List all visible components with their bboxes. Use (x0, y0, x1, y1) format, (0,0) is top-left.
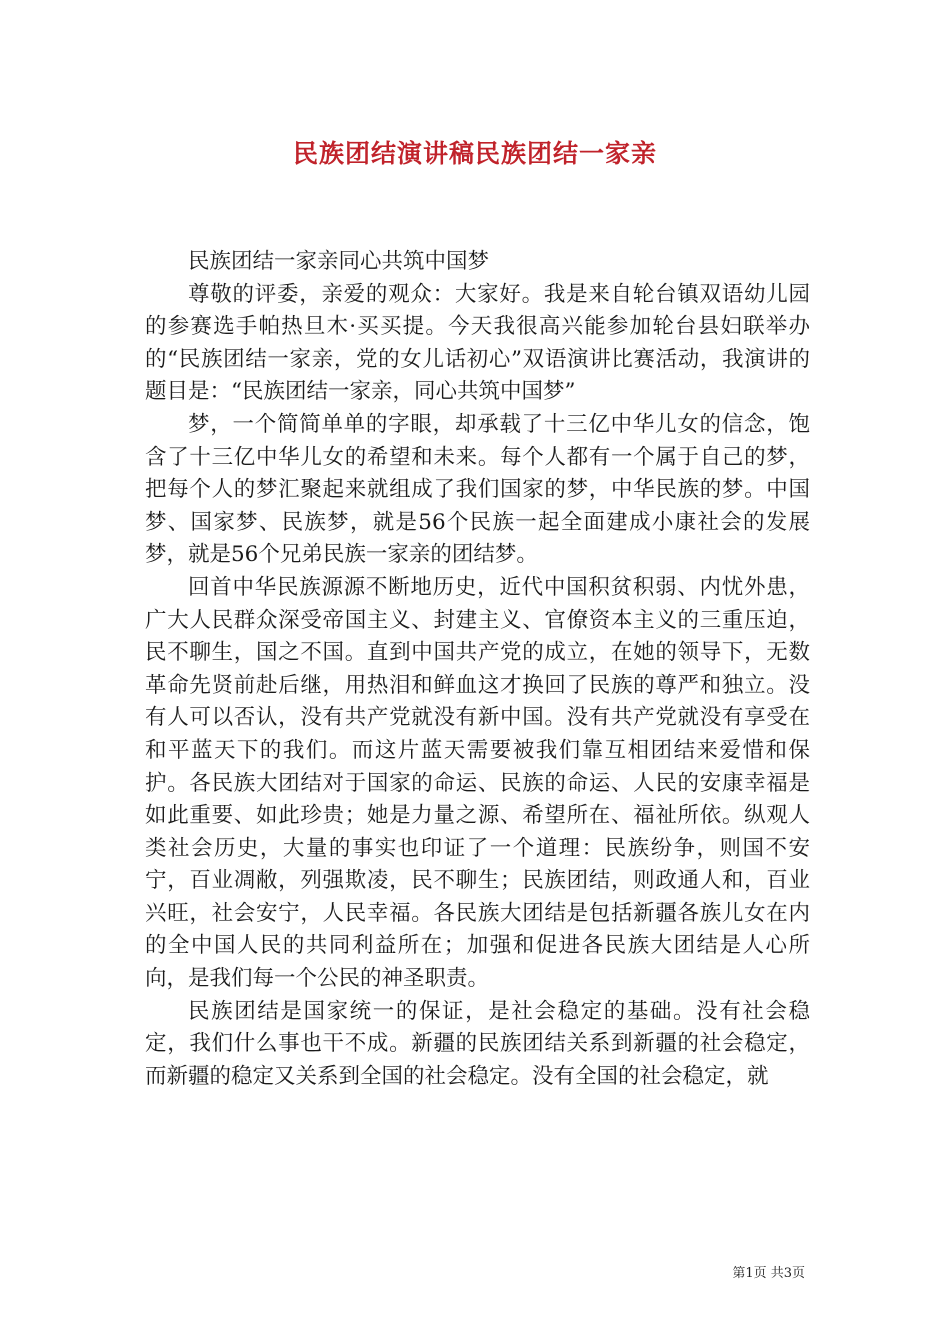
paragraph: 民族团结一家亲同心共筑中国梦 (188, 249, 490, 274)
paragraph: 尊敬的评委，亲爱的观众：大家好。我是来自轮台镇双语幼儿园的参赛选手帕热旦木·买买提。今天我很高兴能参加轮台县妇联举办的“民族团结一家亲，党的女儿话初心”双语演讲比赛活动，我演讲的题目是：“民族团结一家亲，同心共筑中国梦” (145, 281, 810, 405)
paragraph: 回首中华民族源源不断地历史，近代中国积贫积弱、内忧外患，广大人民群众深受帝国主义、封建主义、官僚资本主义的三重压迫，民不聊生，国之不国。直到中国共产党的成立，在她的领导下，无数革命先贤前赴后继，用热泪和鲜血这才换回了民族的尊严和独立。没有人可以否认，没有共产党就没有新中国。没有共产党就没有享受在和平蓝天下的我们。而这片蓝天需要被我们靠互相团结来爱惜和保护。各民族大团结对于国家的命运、民族的命运、人民的安康幸福是如此重要、如此珍贵；她是力量之源、希望所在、福祉所依。纵观人类社会历史，大量的事实也印证了一个道理：民族纷争，则国不安宁，百业凋敝，列强欺凌，民不聊生；民族团结，则政通人和，百业兴旺，社会安宁，人民幸福。各民族大团结是包括新疆各族儿女在内的全中国人民的共同利益所在；加强和促进各民族大团结是人心所向，是我们每一个公民的神圣职责。 (145, 574, 810, 992)
paragraph: 梦，一个简简单单的字眼，却承载了十三亿中华儿女的信念，饱含了十三亿中华儿女的希望和未来。每个人都有一个属于自己的梦，把每个人的梦汇聚起来就组成了我们国家的梦，中华民族的梦。中国梦、国家梦、民族梦，就是56个民族一起全面建成小康社会的发展梦，就是56个兄弟民族一家亲的团结梦。 (145, 411, 810, 568)
page-number: 第1页 共3页 (732, 1266, 805, 1281)
document-title: 民族团结演讲稿民族团结一家亲 (292, 139, 657, 168)
document-body (145, 246, 810, 1093)
paragraph: 民族团结是国家统一的保证，是社会稳定的基础。没有社会稳定，我们什么事也干不成。新疆的民族团结关系到新疆的社会稳定，而新疆的稳定又关系到全国的社会稳定。没有全国的社会稳定，就 (145, 998, 810, 1089)
